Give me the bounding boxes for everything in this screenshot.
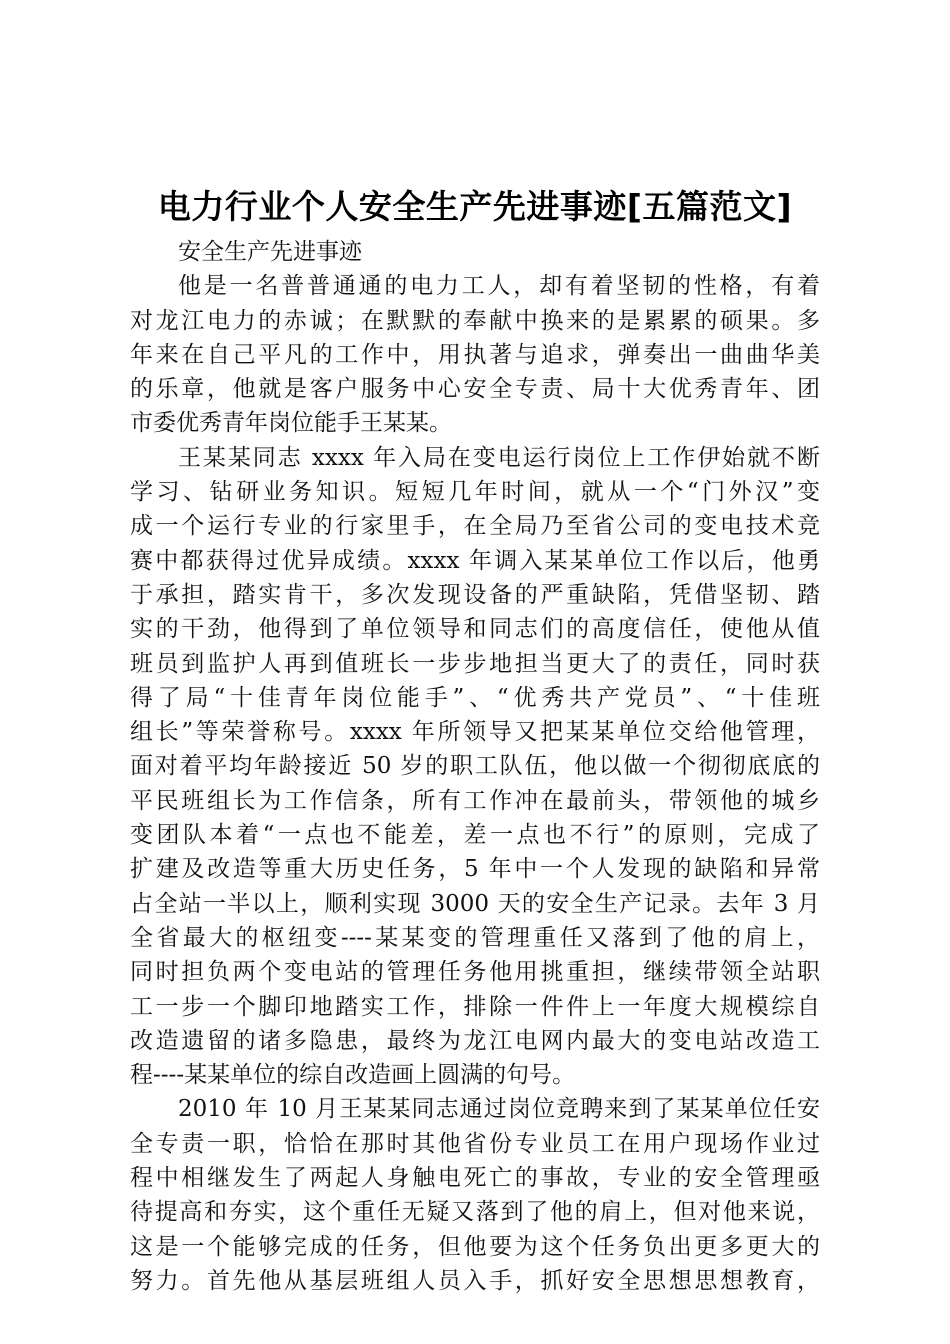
text-line: 对龙江电力的赤诚；在默默的奉献中换来的是累累的硕果。多 <box>130 307 820 334</box>
text-line: 的乐章，他就是客户服务中心安全专责、局十大优秀青年、团 <box>130 376 820 403</box>
text-line: 这是一个能够完成的任务，但他要为这个任务负出更多更大的 <box>130 1233 820 1260</box>
text-line: 成一个运行专业的行家里手，在全局乃至省公司的变电技术竞 <box>130 513 820 540</box>
text-line: 班员到监护人再到值班长一步步地担当更大了的责任，同时获 <box>130 650 820 677</box>
document-body <box>130 235 820 1298</box>
text-line: 得了局“十佳青年岗位能手”、“优秀共产党员”、“十佳班 <box>130 684 820 711</box>
text-line: 王某某同志 xxxx 年入局在变电运行岗位上工作伊始就不断 <box>178 444 820 471</box>
text-line: 改造遗留的诸多隐患，最终为龙江电网内最大的变电站改造工 <box>130 1027 820 1054</box>
document-title: 电力行业个人安全生产先进事迹[五篇范文] <box>157 187 793 226</box>
text-line: 市委优秀青年岗位能手王某某。 <box>130 410 452 437</box>
text-line: 全专责一职，恰恰在那时其他省份专业员工在用户现场作业过 <box>130 1130 820 1157</box>
text-line: 实的干劲，他得到了单位领导和同志们的高度信任，使他从值 <box>130 616 820 643</box>
text-line: 赛中都获得过优异成绩。xxxx 年调入某某单位工作以后，他勇 <box>130 547 820 574</box>
text-line: 组长”等荣誉称号。xxxx 年所领导又把某某单位交给他管理， <box>130 719 820 746</box>
text-line: 面对着平均年龄接近 50 岁的职工队伍，他以做一个彻彻底底的 <box>130 753 820 780</box>
text-line: 程----某某单位的综自改造画上圆满的句号。 <box>130 1062 576 1089</box>
text-line: 学习、钻研业务知识。短短几年时间，就从一个“门外汉”变 <box>130 479 820 506</box>
text-line: 扩建及改造等重大历史任务，5 年中一个人发现的缺陷和异常 <box>130 856 820 883</box>
text-line: 平民班组长为工作信条，所有工作冲在最前头，带领他的城乡 <box>130 787 820 814</box>
text-line: 他是一名普普通通的电力工人，却有着坚韧的性格，有着 <box>178 273 820 300</box>
text-line: 变团队本着“一点也不能差，差一点也不行”的原则，完成了 <box>130 822 820 849</box>
text-line: 安全生产先进事迹 <box>178 239 362 265</box>
text-line: 2010 年 10 月王某某同志通过岗位竞聘来到了某某单位任安 <box>178 1096 820 1123</box>
text-line: 于承担，踏实肯干，多次发现设备的严重缺陷，凭借坚韧、踏 <box>130 581 820 608</box>
text-line: 占全站一半以上，顺利实现 3000 天的安全生产记录。去年 3 月 <box>130 890 820 917</box>
text-line: 待提高和夯实，这个重任无疑又落到了他的肩上，但对他来说， <box>130 1199 820 1226</box>
text-line: 同时担负两个变电站的管理任务他用挑重担，继续带领全站职 <box>130 959 820 986</box>
text-line: 程中相继发生了两起人身触电死亡的事故，专业的安全管理亟 <box>130 1165 820 1192</box>
text-line: 工一步一个脚印地踏实工作，排除一件件上一年度大规模综自 <box>130 993 820 1020</box>
text-line: 努力。首先他从基层班组人员入手，抓好安全思想思想教育， <box>130 1267 820 1294</box>
text-line: 全省最大的枢纽变----某某变的管理重任又落到了他的肩上， <box>130 924 820 951</box>
text-line: 年来在自己平凡的工作中，用执著与追求，弹奏出一曲曲华美 <box>130 341 820 368</box>
